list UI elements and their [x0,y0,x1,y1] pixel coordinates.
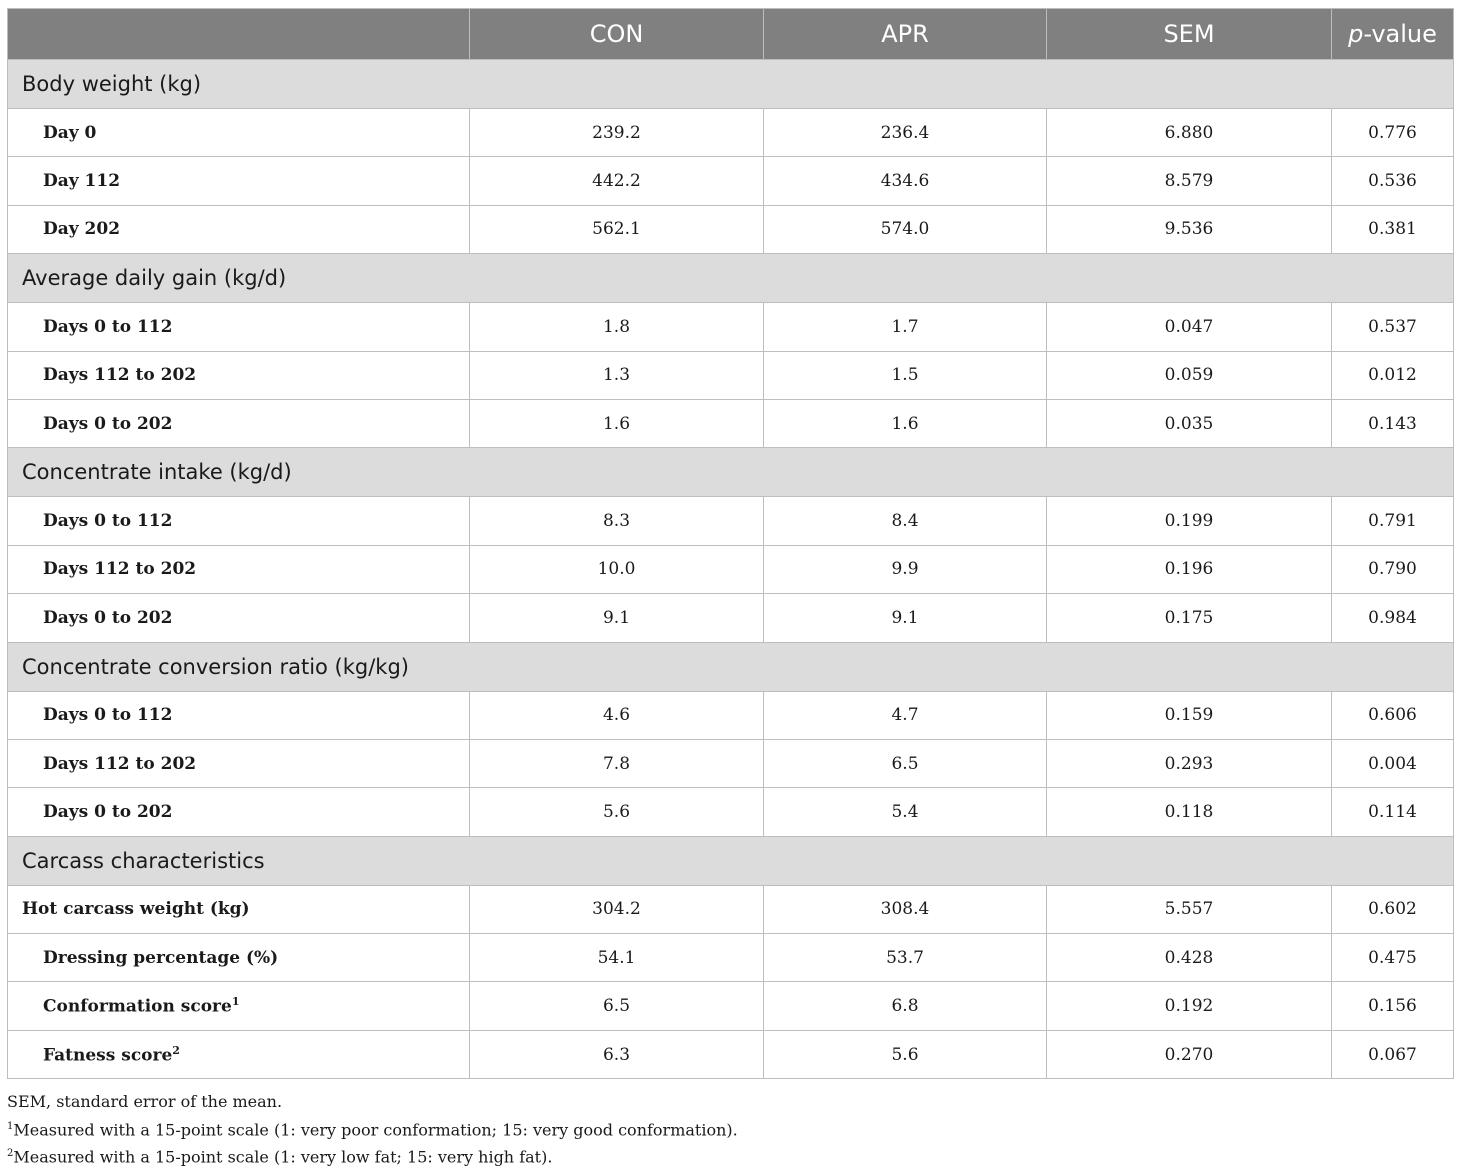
footnote-1-text: Measured with a 15-point scale (1: very poor conformation; 15: very good conformation). [13,1119,738,1139]
cell-pvalue: 0.984 [1332,594,1454,642]
cell-sem: 0.059 [1047,351,1332,399]
cell-apr: 1.7 [764,303,1047,351]
row-label-text: Days 112 to 202 [43,753,197,774]
table-row [8,399,1454,447]
row-label [8,1030,470,1078]
cell-con: 6.3 [470,1030,764,1078]
cell-pvalue: 0.004 [1332,739,1454,787]
cell-con: 1.6 [470,399,764,447]
row-label [8,497,470,545]
results-table [7,8,1454,1079]
cell-sem: 0.159 [1047,691,1332,739]
cell-apr: 308.4 [764,885,1047,933]
table-row [8,934,1454,982]
row-label-text: Dressing percentage (%) [43,947,279,968]
table-row [8,1030,1454,1078]
table-row [8,594,1454,642]
footnote-abbrev: SEM, standard error of the mean. [7,1092,283,1111]
cell-con: 562.1 [470,205,764,253]
header-con: CON [470,9,764,60]
row-label-text: Day 202 [43,219,121,240]
cell-con: 7.8 [470,739,764,787]
cell-pvalue: 0.475 [1332,934,1454,982]
row-label [8,351,470,399]
table-row [8,157,1454,205]
cell-sem: 0.428 [1047,934,1332,982]
section-header-row [8,60,1454,109]
pvalue-italic: p [1348,20,1364,48]
table-row [8,497,1454,545]
cell-con: 10.0 [470,545,764,593]
cell-con: 54.1 [470,934,764,982]
section-title: Concentrate conversion ratio (kg/kg) [8,642,1454,691]
row-label-text: Fatness score [43,1045,173,1066]
cell-pvalue: 0.067 [1332,1030,1454,1078]
row-label-text: Days 0 to 112 [43,511,173,532]
row-label-text: Days 112 to 202 [43,365,197,386]
row-label-text: Days 0 to 202 [43,413,173,434]
row-label [8,691,470,739]
row-label-text: Day 112 [43,171,121,192]
cell-pvalue: 0.156 [1332,982,1454,1030]
row-label-text: Days 0 to 202 [43,801,173,822]
cell-con: 1.8 [470,303,764,351]
cell-apr: 1.5 [764,351,1047,399]
cell-apr: 574.0 [764,205,1047,253]
cell-pvalue: 0.143 [1332,399,1454,447]
cell-pvalue: 0.791 [1332,497,1454,545]
section-header-row [8,254,1454,303]
cell-sem: 0.047 [1047,303,1332,351]
header-label [8,9,470,60]
table-row [8,691,1454,739]
footnote-1-mark: 1 [7,1120,14,1132]
row-label [8,885,470,933]
header-pvalue [1332,9,1454,60]
section-title: Body weight (kg) [8,60,1454,109]
cell-sem: 0.270 [1047,1030,1332,1078]
table-row [8,982,1454,1030]
row-label [8,303,470,351]
table-row [8,205,1454,253]
row-label [8,739,470,787]
footnote-2 [7,1142,738,1170]
footnote-2-text: Measured with a 15-point scale (1: very low fat; 15: very high fat). [13,1147,553,1167]
cell-con: 239.2 [470,109,764,157]
table-row [8,351,1454,399]
cell-sem: 5.557 [1047,885,1332,933]
cell-pvalue: 0.606 [1332,691,1454,739]
cell-pvalue: 0.012 [1332,351,1454,399]
table-row [8,303,1454,351]
section-title: Carcass characteristics [8,836,1454,885]
cell-apr: 9.9 [764,545,1047,593]
cell-sem: 0.035 [1047,399,1332,447]
table-row [8,109,1454,157]
cell-apr: 6.5 [764,739,1047,787]
table-row [8,545,1454,593]
cell-pvalue: 0.114 [1332,788,1454,836]
cell-apr: 6.8 [764,982,1047,1030]
row-label-text: Days 112 to 202 [43,559,197,580]
cell-sem: 0.175 [1047,594,1332,642]
cell-sem: 9.536 [1047,205,1332,253]
section-header-row [8,642,1454,691]
row-label [8,157,470,205]
row-label [8,545,470,593]
row-label [8,594,470,642]
cell-apr: 5.6 [764,1030,1047,1078]
row-label [8,205,470,253]
cell-sem: 0.118 [1047,788,1332,836]
row-label-text: Days 0 to 112 [43,705,173,726]
cell-sem: 0.196 [1047,545,1332,593]
cell-sem: 0.293 [1047,739,1332,787]
cell-pvalue: 0.602 [1332,885,1454,933]
cell-sem: 0.199 [1047,497,1332,545]
cell-sem: 8.579 [1047,157,1332,205]
cell-con: 5.6 [470,788,764,836]
section-title: Concentrate intake (kg/d) [8,448,1454,497]
cell-apr: 434.6 [764,157,1047,205]
table-row [8,739,1454,787]
row-label [8,788,470,836]
table-container [7,8,1453,1079]
section-title: Average daily gain (kg/d) [8,254,1454,303]
row-label-text: Day 0 [43,122,97,143]
pvalue-rest: -value [1363,20,1437,48]
row-label [8,399,470,447]
cell-con: 4.6 [470,691,764,739]
table-row [8,788,1454,836]
row-label [8,982,470,1030]
row-label-footnote-mark: 2 [172,1043,180,1057]
row-label-footnote-mark: 1 [231,995,240,1009]
footnotes [7,1090,738,1170]
cell-sem: 0.192 [1047,982,1332,1030]
row-label [8,934,470,982]
table-row [8,885,1454,933]
row-label-text: Days 0 to 112 [43,316,173,337]
cell-pvalue: 0.776 [1332,109,1454,157]
footnote-2-mark: 2 [7,1148,14,1160]
cell-pvalue: 0.536 [1332,157,1454,205]
cell-apr: 53.7 [764,934,1047,982]
cell-pvalue: 0.537 [1332,303,1454,351]
row-label [8,109,470,157]
cell-con: 1.3 [470,351,764,399]
cell-con: 304.2 [470,885,764,933]
header-sem: SEM [1047,9,1332,60]
header-row [8,9,1454,60]
cell-con: 6.5 [470,982,764,1030]
cell-apr: 236.4 [764,109,1047,157]
cell-apr: 8.4 [764,497,1047,545]
row-label-text: Conformation score [43,996,232,1017]
cell-apr: 4.7 [764,691,1047,739]
section-header-row [8,448,1454,497]
cell-sem: 6.880 [1047,109,1332,157]
footnote-1 [7,1115,738,1143]
cell-apr: 1.6 [764,399,1047,447]
row-label-text: Hot carcass weight (kg) [22,899,250,920]
cell-pvalue: 0.381 [1332,205,1454,253]
cell-con: 9.1 [470,594,764,642]
cell-pvalue: 0.790 [1332,545,1454,593]
cell-con: 442.2 [470,157,764,205]
section-header-row [8,836,1454,885]
row-label-text: Days 0 to 202 [43,607,173,628]
cell-apr: 5.4 [764,788,1047,836]
header-apr: APR [764,9,1047,60]
cell-apr: 9.1 [764,594,1047,642]
cell-con: 8.3 [470,497,764,545]
